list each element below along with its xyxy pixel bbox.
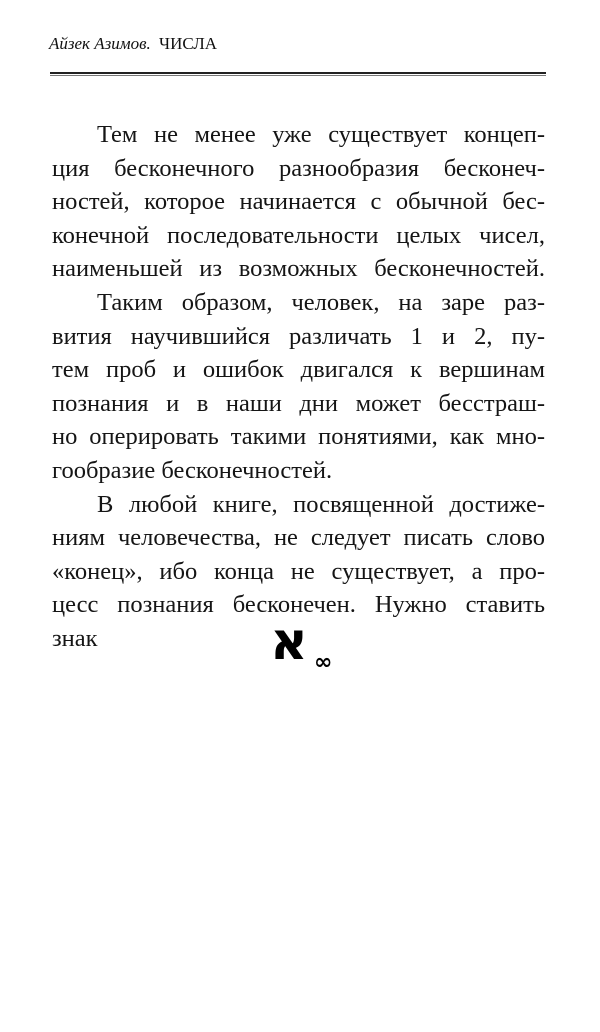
text-line: знак <box>52 624 98 652</box>
paragraph-2 <box>52 286 545 488</box>
text-line: ностей, которое начинается с обычной бес- <box>52 188 545 216</box>
text-line: В любой книге, посвященной достиже- <box>97 490 545 518</box>
header-rule-thin <box>50 75 546 76</box>
running-head-author: Айзек Азимов. <box>49 34 151 53</box>
text-line: Таким образом, человек, на заре раз- <box>97 288 545 316</box>
paragraph-1 <box>52 118 545 286</box>
text-line: наименьшей из возможных бесконечностей. <box>52 255 545 283</box>
text-line: ция бесконечного разнообразия бесконеч- <box>52 154 545 182</box>
running-head <box>49 34 217 54</box>
text-line: познания и в наши дни может бесстраш- <box>52 389 545 417</box>
text-line: цесс познания бесконечен. Нужно ставить <box>52 591 545 619</box>
running-head-book-title: ЧИСЛА <box>159 34 218 53</box>
aleph-infinity-symbol <box>270 612 350 686</box>
text-line: ниям человечества, не следует писать слово <box>52 524 545 552</box>
page-body <box>52 118 545 656</box>
text-line: но оперировать такими понятиями, как мно- <box>52 423 545 451</box>
header-rule <box>50 72 546 74</box>
text-line: «конец», ибо конца не существует, а про- <box>52 557 545 585</box>
text-line: тем проб и ошибок двигался к вершинам <box>52 356 545 384</box>
aleph-icon: א <box>270 612 308 672</box>
text-line: вития научившийся различать 1 и 2, пу- <box>52 322 545 350</box>
text-line: Тем не менее уже существует концеп- <box>97 121 545 148</box>
text-line: конечной последовательности целых чисел, <box>52 221 545 249</box>
infinity-icon: ∞ <box>314 650 333 675</box>
text-line: гообразие бесконечностей. <box>52 456 333 484</box>
